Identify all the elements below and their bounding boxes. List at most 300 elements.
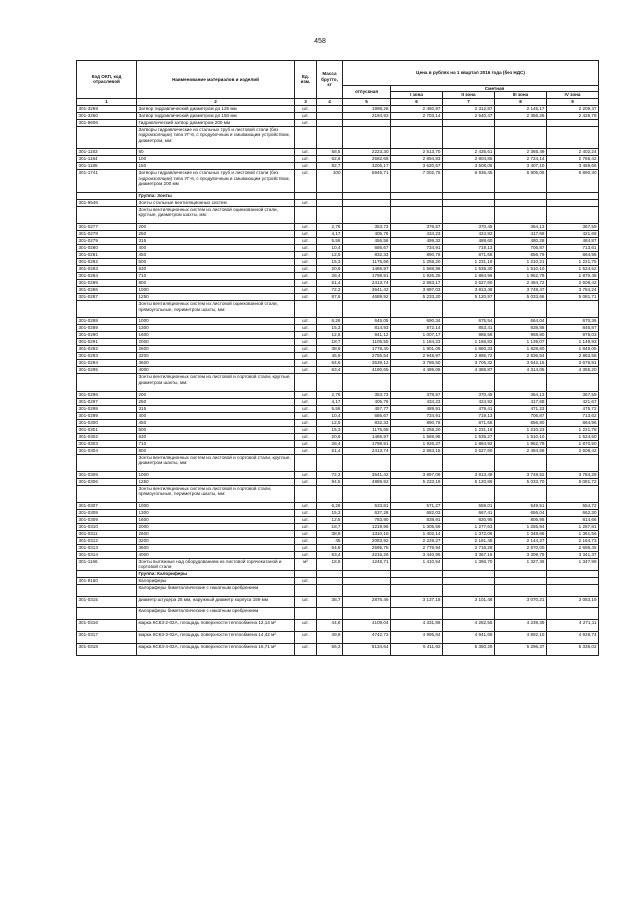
cell-code [77, 485, 137, 502]
cell-unit: шт. [295, 287, 317, 294]
cell-name: 400 [137, 245, 295, 252]
cell-name: 710 [137, 440, 295, 447]
cell-name: 250 [137, 231, 295, 238]
cell-zone-1: 571,27 [391, 502, 443, 509]
cell-unit: шт. [295, 200, 317, 207]
cell-release-price [343, 570, 391, 577]
cell-mass: 38,9 [317, 346, 343, 353]
cell-release-price: 405,76 [343, 231, 391, 238]
table-row [77, 608, 599, 620]
cell-zone-3: 1 210,23 [495, 426, 547, 433]
cell-mass: 6,26 [317, 502, 343, 509]
cell-unit: шт. [295, 502, 317, 509]
cell-unit: шт. [295, 544, 317, 551]
cell-mass: 72,3 [317, 287, 343, 294]
cell-code: 301-0284 [77, 273, 137, 280]
cell-release-price: 405,76 [343, 398, 391, 405]
cell-code: 301-1185 [77, 163, 137, 170]
cell-zone-3 [495, 207, 547, 224]
table-row [77, 112, 599, 119]
cell-zone-3: 2 484,68 [495, 447, 547, 454]
page-number: 458 [314, 38, 326, 45]
cell-code: 301-0305 [77, 471, 137, 478]
header-release-price: отпускная [343, 86, 391, 99]
cell-zone-2 [443, 454, 495, 471]
cell-zone-4: 6 890,30 [547, 170, 599, 193]
cell-mass: 38,7 [317, 596, 343, 608]
cell-release-price: 3538,12 [343, 360, 391, 367]
cell-mass: 49,9 [317, 631, 343, 643]
cell-zone-3: 1 348,66 [495, 530, 547, 537]
cell-zone-1: 2 583,15 [391, 447, 443, 454]
cell-zone-4: 1 149,93 [547, 339, 599, 346]
cell-zone-2: 719,13 [443, 245, 495, 252]
cell-zone-3: 480,28 [495, 238, 547, 245]
table-row [77, 259, 599, 266]
cell-zone-4: 367,59 [547, 224, 599, 231]
cell-name: 710 [137, 273, 295, 280]
cell-zone-1: 434,23 [391, 231, 443, 238]
cell-code: 301-0279 [77, 238, 137, 245]
cell-zone-2: 2 804,85 [443, 156, 495, 163]
cell-zone-3: 2 356,26 [495, 112, 547, 119]
cell-zone-3: 2 670,00 [495, 544, 547, 551]
cell-zone-1 [391, 577, 443, 584]
cell-code: 301-0286 [77, 287, 137, 294]
header-mass: Масса брутто, кг [317, 61, 343, 99]
cell-code: 301-0299 [77, 412, 137, 419]
table-row [77, 405, 599, 412]
table-row [77, 245, 599, 252]
cell-name: Зонты вентиляционных систем из листовой и сортовой стали, круглые, диаметром шахты, мм: [137, 454, 295, 471]
cell-code: 301-0306 [77, 478, 137, 485]
cell-zone-2 [443, 126, 495, 149]
cell-zone-4: 1 870,48 [547, 273, 599, 280]
cell-mass: 45 [317, 537, 343, 544]
cell-name: Группа: Калориферы [137, 570, 295, 577]
cell-release-price: 5946,71 [343, 170, 391, 193]
cell-zone-3: 1 255,84 [495, 523, 547, 530]
cell-zone-1 [391, 207, 443, 224]
cell-mass: 58,5 [317, 149, 343, 156]
cell-zone-4: 3 784,24 [547, 287, 599, 294]
cell-zone-1: 1 305,59 [391, 523, 443, 530]
cell-code: 301-0288 [77, 318, 137, 325]
cell-name: Зонты вентиляционных систем из листовой оцинкованной стали, прямоугольные, периметром шахты, мм: [137, 301, 295, 318]
cell-mass: 28,4 [317, 273, 343, 280]
cell-zone-1: 890,76 [391, 419, 443, 426]
cell-mass: 15,3 [317, 259, 343, 266]
cell-zone-2: 3 508,05 [443, 163, 495, 170]
table-row [77, 105, 599, 112]
cell-name: 3600 [137, 544, 295, 551]
cell-zone-3: 5 296,37 [495, 643, 547, 655]
cell-mass: 51,4 [317, 447, 343, 454]
cell-mass: 2,78 [317, 224, 343, 231]
cell-zone-3: 4 314,05 [495, 367, 547, 374]
cell-release-price [343, 207, 391, 224]
cell-name: 630 [137, 433, 295, 440]
cell-name: Калориферы биметаллические с накатным оребрением [137, 584, 295, 596]
cell-zone-2 [443, 119, 495, 126]
cell-zone-3: 2 484,72 [495, 280, 547, 287]
cell-zone-1: 1 258,20 [391, 426, 443, 433]
cell-mass: 18,7 [317, 339, 343, 346]
cell-mass: 82,7 [317, 163, 343, 170]
cell-zone-1: 2 513,70 [391, 149, 443, 156]
cell-unit: шт. [295, 620, 317, 632]
cell-zone-4: 484,87 [547, 238, 599, 245]
cell-unit: шт. [295, 224, 317, 231]
cell-unit: шт. [295, 551, 317, 558]
col-number: 9 [547, 98, 599, 105]
cell-unit [295, 301, 317, 318]
cell-code: 301-0292 [77, 346, 137, 353]
table-row [77, 266, 599, 273]
cell-release-price [343, 193, 391, 200]
cell-zone-1: 5 233,19 [391, 478, 443, 485]
cell-zone-4: 1 870,50 [547, 440, 599, 447]
cell-mass: 5,56 [317, 405, 343, 412]
cell-zone-2: 6 936,45 [443, 170, 495, 193]
cell-name: 1600 [137, 332, 295, 339]
cell-zone-1 [391, 126, 443, 149]
cell-zone-1: 4 995,84 [391, 631, 443, 643]
cell-unit: шт. [295, 596, 317, 608]
cell-unit [295, 207, 317, 224]
cell-zone-2 [443, 577, 495, 584]
cell-zone-2: 5 120,97 [443, 294, 495, 301]
cell-code [77, 584, 137, 596]
cell-zone-1: 1 926,25 [391, 273, 443, 280]
cell-code: 301-0302 [77, 433, 137, 440]
cell-name: 315 [137, 238, 295, 245]
cell-zone-3: 806,95 [495, 516, 547, 523]
cell-zone-4: 2 426,78 [547, 112, 599, 119]
cell-zone-1: 1 569,95 [391, 433, 443, 440]
cell-code: 301-0300 [77, 419, 137, 426]
cell-code: 301-1166 [77, 558, 137, 570]
cell-zone-2: 3 367,15 [443, 551, 495, 558]
cell-zone-2: 4 941,69 [443, 631, 495, 643]
table-row [77, 287, 599, 294]
cell-unit [295, 126, 317, 149]
cell-zone-1: 3 897,03 [391, 287, 443, 294]
cell-code: 301-0278 [77, 231, 137, 238]
cell-unit: шт. [295, 346, 317, 353]
cell-zone-2: 853,41 [443, 325, 495, 332]
cell-zone-1: 2 703,14 [391, 112, 443, 119]
cell-release-price [343, 301, 391, 318]
cell-zone-2 [443, 200, 495, 207]
cell-release-price: 783,90 [343, 516, 391, 523]
cell-name: 1000 [137, 318, 295, 325]
cell-mass [317, 454, 343, 471]
cell-zone-2: 2 540,47 [443, 112, 495, 119]
table-row [77, 502, 599, 509]
cell-unit: шт. [295, 156, 317, 163]
cell-mass [317, 584, 343, 596]
cell-zone-3: 1 327,36 [495, 558, 547, 570]
cell-zone-1 [391, 454, 443, 471]
cell-release-price: 353,73 [343, 224, 391, 231]
cell-zone-2: 1 372,06 [443, 530, 495, 537]
cell-name: Затворы гидравлические из стальных труб и листовой стали (без гидроизоляции) типа УГ-6, с продувочным и смывающим устройством, диаметром, мм: [137, 126, 295, 149]
cell-zone-2: 370,45 [443, 391, 495, 398]
cell-zone-1: 2 583,17 [391, 280, 443, 287]
table-row [77, 412, 599, 419]
cell-zone-2: 3 813,48 [443, 287, 495, 294]
table-row [77, 620, 599, 632]
cell-zone-2: 2 181,48 [443, 537, 495, 544]
cell-release-price: 353,73 [343, 391, 391, 398]
table-row [77, 301, 599, 318]
cell-zone-4: 3 784,28 [547, 471, 599, 478]
header-zone-4: IV зона [547, 92, 599, 98]
cell-unit: шт. [295, 419, 317, 426]
cell-unit: шт. [295, 440, 317, 447]
cell-release-price: 456,56 [343, 238, 391, 245]
cell-zone-4 [547, 126, 599, 149]
cell-mass [317, 577, 343, 584]
table-row [77, 374, 599, 391]
cell-code: 301-0287 [77, 294, 137, 301]
cell-name: Группа: Зонты [137, 193, 295, 200]
cell-zone-4: 662,30 [547, 509, 599, 516]
cell-code [77, 374, 137, 391]
cell-zone-4 [547, 301, 599, 318]
cell-unit: шт. [295, 280, 317, 287]
table-row [77, 544, 599, 551]
cell-zone-2: 479,41 [443, 405, 495, 412]
cell-zone-3: 3 407,10 [495, 163, 547, 170]
cell-zone-1: 499,32 [391, 238, 443, 245]
cell-unit: шт. [295, 353, 317, 360]
cell-unit: шт. [295, 266, 317, 273]
cell-zone-3: 6 905,06 [495, 170, 547, 193]
cell-zone-3 [495, 584, 547, 596]
cell-zone-3: 5 033,70 [495, 478, 547, 485]
cell-zone-1: 734,91 [391, 245, 443, 252]
cell-code: 301-0283 [77, 266, 137, 273]
cell-name: 800 [137, 280, 295, 287]
cell-zone-4: 3 459,66 [547, 163, 599, 170]
cell-unit: шт. [295, 631, 317, 643]
cell-unit: шт. [295, 471, 317, 478]
cell-mass: 4,17 [317, 398, 343, 405]
cell-zone-1: 2 948,97 [391, 353, 443, 360]
cell-mass: 10,4 [317, 245, 343, 252]
cell-code: 301-0303 [77, 440, 137, 447]
cell-name: 200 [137, 224, 295, 231]
cell-zone-3 [495, 374, 547, 391]
cell-unit: шт. [295, 447, 317, 454]
cell-zone-1: 1 410,54 [391, 558, 443, 570]
cell-zone-3: 2 365,49 [495, 149, 547, 156]
cell-code: 301-0310 [77, 523, 137, 530]
cell-zone-2: 1 231,19 [443, 259, 495, 266]
cell-mass: 44,8 [317, 620, 343, 632]
cell-release-price [343, 374, 391, 391]
cell-zone-4 [547, 193, 599, 200]
cell-mass [317, 485, 343, 502]
cell-unit: шт. [295, 367, 317, 374]
cell-name: Зонты вентиляционных систем из листовой и сортовой стали, прямоугольные, периметром шахты, мм: [137, 485, 295, 502]
col-number: 6 [391, 98, 443, 105]
cell-mass: 28,4 [317, 440, 343, 447]
cell-zone-2 [443, 608, 495, 620]
cell-zone-1: 4 331,86 [391, 620, 443, 632]
table-row [77, 367, 599, 374]
table-row [77, 454, 599, 471]
header-zone-2: II зона [443, 92, 495, 98]
cell-zone-1 [391, 608, 443, 620]
cell-zone-2: 3 101,48 [443, 596, 495, 608]
cell-name: Зонты вентиляционных систем из листовой и сортовой стали, круглые, диаметром шахты, мм: [137, 374, 295, 391]
cell-unit: шт. [295, 231, 317, 238]
cell-zone-4: 2 164,73 [547, 537, 599, 544]
cell-unit: шт. [295, 478, 317, 485]
cell-zone-3 [495, 608, 547, 620]
cell-zone-1: 3 786,50 [391, 360, 443, 367]
cell-release-price: 637,28 [343, 509, 391, 516]
cell-zone-3: 838,88 [495, 325, 547, 332]
cell-code: 301-0277 [77, 224, 137, 231]
cell-unit: шт. [295, 325, 317, 332]
cell-zone-4: 475,72 [547, 405, 599, 412]
cell-release-price [343, 577, 391, 584]
cell-zone-3 [495, 200, 547, 207]
cell-name: 630 [137, 266, 295, 273]
cell-zone-1: 890,76 [391, 252, 443, 259]
cell-mass [317, 193, 343, 200]
cell-name: 1000 [137, 287, 295, 294]
cell-mass: 15,3 [317, 509, 343, 516]
cell-zone-1: 2 460,97 [391, 105, 443, 112]
cell-zone-4: 864,96 [547, 252, 599, 259]
cell-name: 450 [137, 419, 295, 426]
cell-release-price: 2876,46 [343, 596, 391, 608]
cell-zone-4: 1 361,56 [547, 530, 599, 537]
cell-code: 301-0309 [77, 516, 137, 523]
table-row [77, 294, 599, 301]
table-row [77, 238, 599, 245]
table-row [77, 252, 599, 259]
cell-name: марка КСК3-4-02А, площадь поверхности теплообмена 16,71 м² [137, 643, 295, 655]
table-row [77, 119, 599, 126]
cell-mass: 38,9 [317, 530, 343, 537]
cell-zone-2: 424,92 [443, 398, 495, 405]
cell-unit: шт. [295, 412, 317, 419]
cell-zone-2: 1 535,30 [443, 266, 495, 273]
cell-name: 1600 [137, 516, 295, 523]
cell-zone-2: 675,54 [443, 318, 495, 325]
cell-code [77, 207, 137, 224]
cell-code: 301-0282 [77, 259, 137, 266]
cell-zone-4: 2 508,42 [547, 447, 599, 454]
cell-release-price: 1799,91 [343, 440, 391, 447]
cell-zone-4: 3 341,37 [547, 551, 599, 558]
table-row [77, 325, 599, 332]
cell-code: 301-0285 [77, 280, 137, 287]
cell-name: 2000 [137, 339, 295, 346]
cell-zone-4: 978,03 [547, 332, 599, 339]
cell-unit: шт. [295, 537, 317, 544]
cell-name: 1300 [137, 325, 295, 332]
cell-name: 2600 [137, 346, 295, 353]
cell-zone-1: 434,23 [391, 398, 443, 405]
cell-code [77, 301, 137, 318]
cell-mass [317, 119, 343, 126]
cell-zone-2: 3 705,32 [443, 360, 495, 367]
cell-zone-1: 1 901,09 [391, 346, 443, 353]
cell-mass: 15,3 [317, 426, 343, 433]
cell-zone-4: 1 524,52 [547, 266, 599, 273]
cell-zone-4: 1 524,50 [547, 433, 599, 440]
cell-release-price [343, 126, 391, 149]
cell-release-price [343, 485, 391, 502]
cell-mass [317, 126, 343, 149]
cell-zone-2: 2 527,60 [443, 280, 495, 287]
cell-zone-3: 1 828,60 [495, 346, 547, 353]
cell-zone-3: 856,80 [495, 419, 547, 426]
cell-zone-1: 5 411,92 [391, 643, 443, 655]
cell-release-price: 832,33 [343, 419, 391, 426]
cell-release-price: 4889,92 [343, 478, 391, 485]
cell-zone-4: 1 221,78 [547, 426, 599, 433]
cell-zone-4: 5 081,71 [547, 294, 599, 301]
cell-mass [317, 200, 343, 207]
cell-zone-2: 424,92 [443, 231, 495, 238]
cell-release-price [343, 454, 391, 471]
cell-release-price: 2413,74 [343, 280, 391, 287]
cell-release-price [343, 200, 391, 207]
cell-zone-3: 5 033,66 [495, 294, 547, 301]
cell-zone-4 [547, 374, 599, 391]
cell-zone-4: 864,96 [547, 419, 599, 426]
cell-zone-4: 713,61 [547, 245, 599, 252]
cell-zone-4: 4 355,20 [547, 367, 599, 374]
cell-unit: шт. [295, 643, 317, 655]
cell-mass: 12,5 [317, 516, 343, 523]
cell-release-price: 4742,72 [343, 631, 391, 643]
cell-zone-4 [547, 454, 599, 471]
cell-zone-1: 3 440,95 [391, 551, 443, 558]
table-row [77, 207, 599, 224]
table-row [77, 419, 599, 426]
cell-code: 301-0317 [77, 631, 137, 643]
cell-mass: 20,8 [317, 266, 343, 273]
cell-zone-3: 2 836,54 [495, 353, 547, 360]
cell-mass: 12,5 [317, 332, 343, 339]
cell-release-price: 1998,28 [343, 105, 391, 112]
cell-release-price: 1219,96 [343, 523, 391, 530]
cell-name: 450 [137, 252, 295, 259]
cell-release-price: 2413,74 [343, 447, 391, 454]
table-row [77, 360, 599, 367]
cell-unit: шт. [295, 516, 317, 523]
cell-code: 301-0314 [77, 551, 137, 558]
cell-zone-2: 1 884,92 [443, 440, 495, 447]
cell-release-price: 533,81 [343, 502, 391, 509]
cell-release-price: 3641,42 [343, 287, 391, 294]
cell-zone-1: 1 568,96 [391, 266, 443, 273]
cell-zone-1: 4 485,06 [391, 367, 443, 374]
cell-zone-3: 1 510,10 [495, 433, 547, 440]
cell-release-price: 2582,68 [343, 156, 391, 163]
cell-zone-2: 1 277,63 [443, 523, 495, 530]
cell-zone-2 [443, 584, 495, 596]
